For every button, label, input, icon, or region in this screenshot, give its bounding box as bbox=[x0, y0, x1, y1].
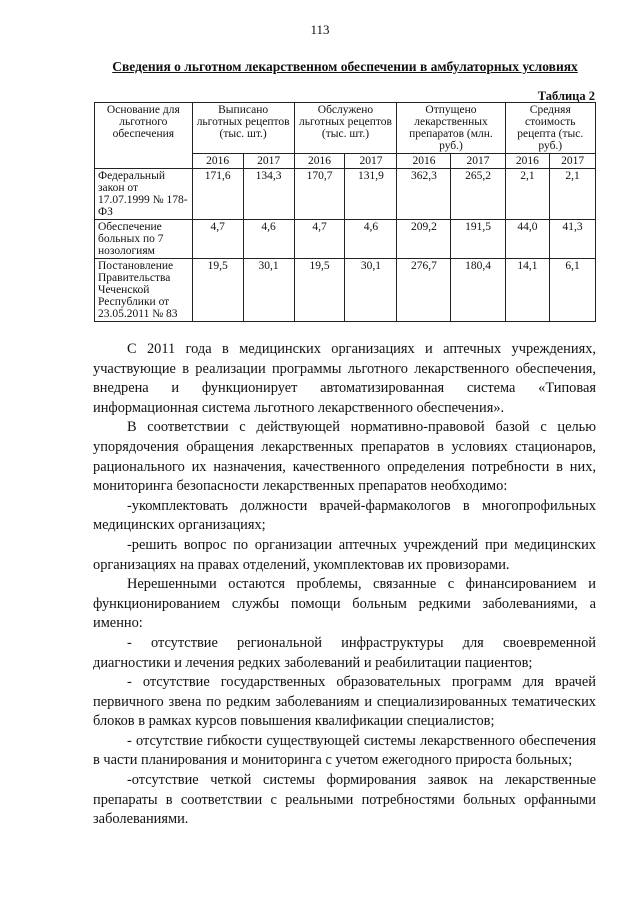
table-cell: 2,1 bbox=[550, 169, 596, 220]
table-row bbox=[95, 220, 596, 259]
year-cell: 2017 bbox=[550, 154, 596, 169]
table-cell: 209,2 bbox=[397, 220, 451, 259]
paragraph: В соответствии с действующей нормативно-правовой базой с целью упорядочения обращения лекарственных препаратов в условиях стационаров, рационального их назначения, качественного определения потребности в них, мониторинга безопасности лекарственных препаратов необходимо: bbox=[93, 419, 596, 495]
table-cell: 30,1 bbox=[345, 259, 397, 322]
header-prescribed: Выписано льготных рецептов (тыс. шт.) bbox=[192, 103, 294, 154]
table-cell: 170,7 bbox=[294, 169, 345, 220]
year-cell: 2016 bbox=[294, 154, 345, 169]
page-number: 113 bbox=[310, 22, 330, 37]
header-dispensed: Отпущено лекарственных препаратов (млн. руб.) bbox=[397, 103, 505, 154]
table-cell: 134,3 bbox=[243, 169, 294, 220]
list-item: - отсутствие государственных образовательных программ для врачей первичного звена по редким заболеваниям и специализированных тематических блоков в рамках курсов повышения квалификации специалистов; bbox=[93, 674, 596, 730]
table-cell: 131,9 bbox=[345, 169, 397, 220]
table-row bbox=[95, 169, 596, 220]
paragraph: Нерешенными остаются проблемы, связанные с финансированием и функционированием службы помощи больным редкими заболеваниями, а именно: bbox=[93, 576, 596, 632]
row-label: Постановление Правительства Чеченской Республики от 23.05.2011 № 83 bbox=[95, 259, 193, 322]
header-basis: Основание для льготного обеспечения bbox=[95, 103, 193, 169]
document-title: Сведения о льготном лекарственном обеспечении в амбулаторных условиях bbox=[112, 59, 578, 74]
table-header-row bbox=[95, 103, 596, 154]
table-cell: 44,0 bbox=[505, 220, 550, 259]
year-cell: 2016 bbox=[397, 154, 451, 169]
list-item: - отсутствие региональной инфраструктуры для своевременной диагностики и лечения редких заболеваний и реабилитации пациентов; bbox=[93, 634, 596, 671]
row-label: Обеспечение больных по 7 нозологиям bbox=[95, 220, 193, 259]
table-cell: 265,2 bbox=[451, 169, 505, 220]
table-cell: 19,5 bbox=[294, 259, 345, 322]
list-item: -отсутствие четкой системы формирования заявок на лекарственные препараты в соответствии с реальными потребностями больных орфанными заболеваниями. bbox=[93, 772, 596, 828]
table-cell: 171,6 bbox=[192, 169, 243, 220]
body-text bbox=[93, 340, 596, 830]
table-cell: 2,1 bbox=[505, 169, 550, 220]
table-cell: 4,7 bbox=[294, 220, 345, 259]
year-cell: 2017 bbox=[451, 154, 505, 169]
paragraph: С 2011 года в медицинских организациях и аптечных учреждениях, участвующие в реализации программы льготного лекарственного обеспечения, внедрена и функционирует автоматизированная система «Типовая информационная система льготного лекарственного обеспечения». bbox=[93, 341, 596, 416]
benefits-table bbox=[94, 102, 596, 322]
list-item: - отсутствие гибкости существующей системы лекарственного обеспечения в части планирования и мониторинга с учетом ежегодного прироста больных; bbox=[93, 732, 596, 769]
table-cell: 6,1 bbox=[550, 259, 596, 322]
table-cell: 4,6 bbox=[243, 220, 294, 259]
table-row bbox=[95, 259, 596, 322]
table-cell: 362,3 bbox=[397, 169, 451, 220]
table-cell: 41,3 bbox=[550, 220, 596, 259]
table-cell: 276,7 bbox=[397, 259, 451, 322]
year-cell: 2016 bbox=[505, 154, 550, 169]
year-cell: 2016 bbox=[192, 154, 243, 169]
year-cell: 2017 bbox=[345, 154, 397, 169]
table-cell: 180,4 bbox=[451, 259, 505, 322]
table-cell: 14,1 bbox=[505, 259, 550, 322]
list-item: -укомплектовать должности врачей-фармакологов в многопрофильных медицинских организациях; bbox=[93, 497, 596, 534]
list-item: -решить вопрос по организации аптечных учреждений при медицинских организациях на правах отделений, укомплектовав их провизорами. bbox=[93, 536, 596, 573]
header-served: Обслужено льготных рецептов (тыс. шт.) bbox=[294, 103, 397, 154]
row-label: Федеральный закон от 17.07.1999 № 178-ФЗ bbox=[95, 169, 193, 220]
year-cell: 2017 bbox=[243, 154, 294, 169]
table-cell: 191,5 bbox=[451, 220, 505, 259]
table-label: Таблица 2 bbox=[537, 89, 595, 103]
table-cell: 19,5 bbox=[192, 259, 243, 322]
header-average-cost: Средняя стоимость рецепта (тыс. руб.) bbox=[505, 103, 595, 154]
table-cell: 4,6 bbox=[345, 220, 397, 259]
table-cell: 4,7 bbox=[192, 220, 243, 259]
table-cell: 30,1 bbox=[243, 259, 294, 322]
